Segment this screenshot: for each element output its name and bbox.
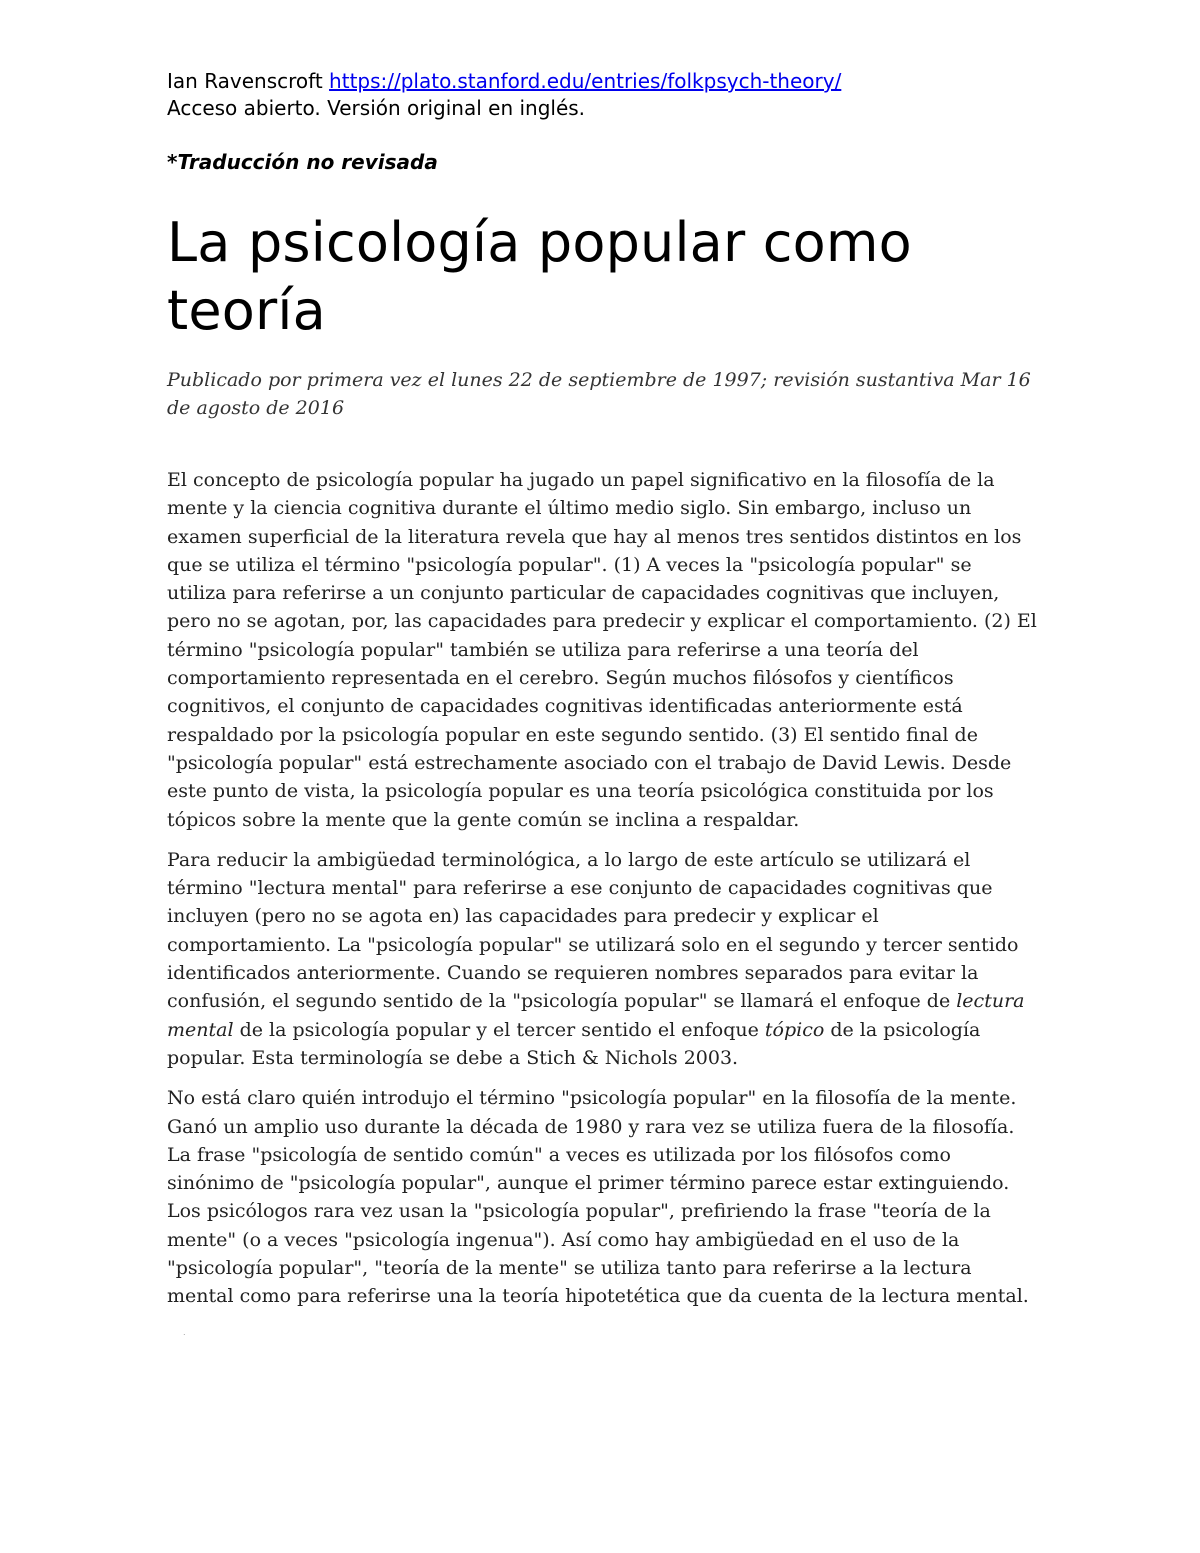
paragraph-2-part-b: de la psicología popular y el tercer sentido el enfoque — [233, 1018, 765, 1041]
body-paragraph-1: El concepto de psicología popular ha jugado un papel significativo en la filosofía de la mente y la ciencia cognitiva durante el último medio siglo. Sin embargo, incluso un examen superficial de la literatura revela que hay al menos tres sentidos distintos en los que se utiliza el término "psicología popular". (1) A veces la "psicología popular" se utiliza para referirse a un conjunto particular de capacidades cognitivas que incluyen, pero no se agotan, por, las capacidades para predecir y explicar el comportamiento. (2) El término "psicología popular" también se utiliza para referirse a una teoría del comportamiento representada en el cerebro. Según muchos filósofos y científicos cognitivos, el conjunto de capacidades cognitivas identificadas anteriormente está respaldado por la psicología popular en este segundo sentido. (3) El sentido final de "psicología popular" está estrechamente asociado con el trabajo de David Lewis. Desde este punto de vista, la psicología popular es una teoría psicológica constituida por los tópicos sobre la mente que la gente común se inclina a respaldar. — [167, 469, 1037, 831]
body-paragraph-2 — [167, 846, 1037, 1072]
publication-date: Publicado por primera vez el lunes 22 de septiembre de 1997; revisión sustantiva Mar 16 de agosto de 2016 — [167, 369, 1031, 419]
header-author-line — [167, 68, 1037, 95]
footer-mark: . — [183, 1328, 186, 1337]
access-note: Acceso abierto. Versión original en inglés. — [167, 96, 586, 120]
note-text: Traducción no revisada — [177, 150, 438, 174]
article-title: La psicología popular como teoría — [167, 211, 912, 342]
paragraph-2-part-c: de la psicología popular. Esta terminología se debe a Stich & Nichols 2003. — [167, 1018, 981, 1069]
document-page — [167, 68, 1037, 1311]
paragraph-2-part-a: Para reducir la ambigüedad terminológica, a lo largo de este artículo se utilizará el término "lectura mental" para referirse a ese conjunto de capacidades cognitivas que incluyen (pero no se agota en) las capacidades para predecir y explicar el comportamiento. La "psicología popular" se utilizará solo en el segundo y tercer sentido identificados anteriormente. Cuando se requieren nombres separados para evitar la confusión, el segundo sentido de la "psicología popular" se llamará el enfoque de — [167, 848, 1019, 1013]
term-lectura-mental: lectura mental — [167, 990, 1025, 1041]
source-link[interactable]: https://plato.stanford.edu/entries/folkpsych-theory/ — [329, 69, 842, 93]
term-topico: tópico — [764, 1018, 825, 1041]
author-name: Ian Ravenscroft — [167, 69, 323, 93]
note-star: * — [167, 150, 178, 174]
translation-note — [167, 149, 1037, 176]
body-paragraph-3: No está claro quién introdujo el término "psicología popular" en la filosofía de la mente. Ganó un amplio uso durante la década de 1980 y rara vez se utiliza fuera de la filosofía. La frase "psicología de sentido común" a veces es utilizada por los filósofos como sinónimo de "psicología popular", aunque el primer término parece estar extinguiendo. Los psicólogos rara vez usan la "psicología popular", prefiriendo la frase "teoría de la mente" (o a veces "psicología ingenua"). Así como hay ambigüedad en el uso de la "psicología popular", "teoría de la mente" se utiliza tanto para referirse a la lectura mental como para referirse una la teoría hipotetética que da cuenta de la lectura mental. — [167, 1087, 1029, 1308]
